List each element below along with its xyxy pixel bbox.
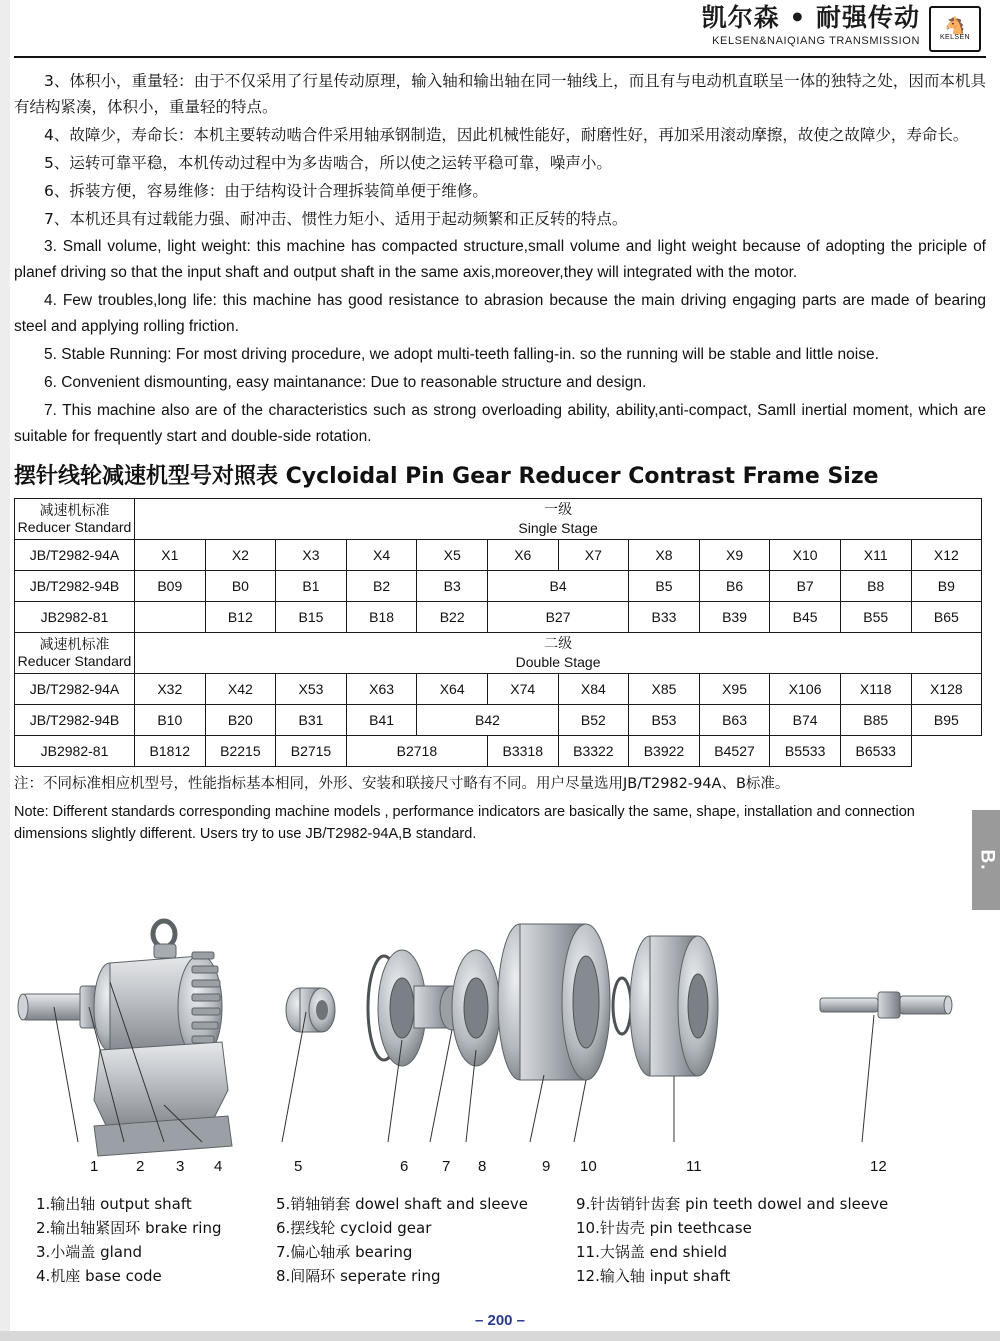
row-standard-label: JB/T2982-94B	[15, 705, 135, 736]
callout-number: 4	[214, 1158, 223, 1175]
table-cell: B63	[699, 705, 770, 736]
cycloid-gear-group	[368, 950, 500, 1066]
table-cell: B18	[346, 602, 417, 633]
table-note-cn: 注：不同标准相应机型号，性能指标基本相同，外形、安装和联接尺寸略有不同。用户尽量选用JB/T2982-94A、B标准。	[14, 776, 790, 792]
table-cell: X5	[417, 540, 488, 571]
paragraph: 6. Convenient dismounting, easy maintanance: Due to reasonable structure and design.	[44, 374, 647, 391]
reducer-exploded-diagram	[14, 890, 986, 1190]
table-cell: B55	[840, 602, 911, 633]
brand-logo	[929, 6, 981, 52]
double-stage-en: Double Stage	[515, 654, 601, 670]
legend-column-1	[36, 1192, 221, 1288]
section-title: 摆针线轮减速机型号对照表 Cycloidal Pin Gear Reducer Contrast Frame Size	[14, 464, 879, 489]
dowel-shaft-sleeve-group	[286, 988, 335, 1032]
callout-number: 8	[478, 1158, 487, 1175]
table-row	[15, 499, 982, 540]
table-cell: B22	[417, 602, 488, 633]
reducer-housing-group	[18, 921, 232, 1156]
paragraph: 7. This machine also are of the characteristics such as strong overloading ability, ability,anti-compact, Samll inertial moment, which are suitable for frequently start and double-side rotation.	[14, 402, 986, 445]
table-cell: B31	[276, 705, 347, 736]
table-cell: X4	[346, 540, 417, 571]
table-cell: B33	[629, 602, 700, 633]
table-cell: B52	[558, 705, 629, 736]
table-cell: B2718	[346, 736, 487, 767]
table-cell: X6	[487, 540, 558, 571]
brand-name-cn: 凯尔森 • 耐强传动	[701, 3, 920, 32]
table-cell: B2	[346, 571, 417, 602]
table-double-stage-header	[135, 633, 982, 674]
paragraph: 5、运转可靠平稳，本机传动过程中为多齿啮合，所以使之运转平稳可靠，噪声小。	[44, 154, 612, 172]
table-cell: X118	[840, 674, 911, 705]
table-header-standard-en: Reducer Standard	[17, 519, 132, 535]
legend-item: 1.输出轴 output shaft	[36, 1195, 192, 1213]
table-cell: B20	[205, 705, 276, 736]
legend-item: 6.摆线轮 cycloid gear	[276, 1219, 432, 1237]
callout-number: 3	[176, 1158, 185, 1175]
table-cell: B12	[205, 602, 276, 633]
table-cell: B4527	[699, 736, 770, 767]
legend-item: 8.间隔环 seperate ring	[276, 1267, 441, 1285]
legend-column-3	[576, 1192, 888, 1288]
double-stage-cn: 二级	[544, 635, 573, 651]
table-header-standard	[15, 499, 135, 540]
callout-number: 9	[542, 1158, 551, 1175]
table-header-standard-cn: 减速机标准	[39, 502, 110, 518]
table-cell: B5	[629, 571, 700, 602]
paragraph: 3. Small volume, light weight: this machine has compacted structure,small volume and light weight because of adopting the priciple of planef driving so that the input shaft and output shaft in the same axis,moreover,they will integrated with the motor.	[14, 238, 986, 281]
single-stage-en: Single Stage	[518, 520, 598, 536]
table-row	[15, 633, 982, 674]
table-header-standard-cn-2: 减速机标准	[39, 636, 110, 652]
table-cell: B15	[276, 602, 347, 633]
table-cell: X9	[699, 540, 770, 571]
table-cell: B09	[135, 571, 206, 602]
legend-column-2	[276, 1192, 528, 1288]
table-row	[15, 602, 982, 633]
brand-logo-label: KELSEN	[939, 34, 971, 41]
table-cell: B2715	[276, 736, 347, 767]
callout-number: 1	[90, 1158, 99, 1175]
table-cell: B39	[699, 602, 770, 633]
paragraph: 5. Stable Running: For most driving procedure, we adopt multi-teeth falling-in. so the running will be stable and little noise.	[44, 346, 879, 363]
reducer-contrast-table	[14, 498, 982, 767]
table-cell: B1	[276, 571, 347, 602]
left-decorative-band	[0, 0, 10, 1341]
table-row	[15, 736, 982, 767]
table-cell: B6533	[840, 736, 911, 767]
legend-item: 2.输出轴紧固环 brake ring	[36, 1219, 222, 1237]
brand-text	[702, 4, 920, 48]
table-cell: B6	[699, 571, 770, 602]
table-cell: X2	[205, 540, 276, 571]
table-cell: B85	[840, 705, 911, 736]
table-cell: B3318	[487, 736, 558, 767]
pin-teeth-case-group	[498, 924, 610, 1080]
paragraph: 4. Few troubles,long life: this machine has good resistance to abrasion because the main driving engaging parts are made of bearing steel and applying rolling friction.	[14, 292, 986, 335]
paragraph: 6、拆装方便，容易维修：由于结构设计合理拆装简单便于维修。	[44, 182, 488, 200]
table-cell: X7	[558, 540, 629, 571]
row-standard-label: JB/T2982-94B	[15, 571, 135, 602]
table-cell: X63	[346, 674, 417, 705]
table-cell: X3	[276, 540, 347, 571]
paragraph: 3、体积小，重量轻：由于不仅采用了行星传动原理，输入轴和输出轴在同一轴线上，而且有与电动机直联呈一体的独特之处，因而本机具有结构紧凑，体积小，重量轻的特点。	[14, 72, 986, 116]
row-standard-label: JB2982-81	[15, 602, 135, 633]
table-cell: X128	[911, 674, 982, 705]
table-cell: X8	[629, 540, 700, 571]
end-shield-group	[613, 936, 718, 1076]
table-cell: B65	[911, 602, 982, 633]
row-standard-label: JB2982-81	[15, 736, 135, 767]
table-cell: B8	[840, 571, 911, 602]
table-cell: B10	[135, 705, 206, 736]
table-row	[15, 571, 982, 602]
table-cell: X95	[699, 674, 770, 705]
table-cell: X32	[135, 674, 206, 705]
legend-item: 9.针齿销针齿套 pin teeth dowel and sleeve	[576, 1195, 889, 1213]
table-cell: X106	[770, 674, 841, 705]
table-cell: B3322	[558, 736, 629, 767]
callout-number: 6	[400, 1158, 409, 1175]
table-cell: B27	[487, 602, 628, 633]
callout-number: 10	[580, 1158, 597, 1175]
legend-item: 10.针齿壳 pin teethcase	[576, 1219, 752, 1237]
header-divider	[14, 56, 986, 58]
row-standard-label: JB/T2982-94A	[15, 674, 135, 705]
callout-number: 7	[442, 1158, 451, 1175]
callout-number: 2	[136, 1158, 145, 1175]
legend-item: 4.机座 base code	[36, 1267, 162, 1285]
legend-item: 5.销轴销套 dowel shaft and sleeve	[276, 1195, 528, 1213]
table-cell: B45	[770, 602, 841, 633]
table-cell: B2215	[205, 736, 276, 767]
table-cell: B4	[487, 571, 628, 602]
legend-item: 11.大锅盖 end shield	[576, 1243, 728, 1261]
legend-item: 12.输入轴 input shaft	[576, 1267, 731, 1285]
table-cell: B74	[770, 705, 841, 736]
page-number: – 200 –	[474, 1312, 526, 1329]
table-cell: X85	[629, 674, 700, 705]
table-single-stage-header	[135, 499, 982, 540]
table-cell: B3922	[629, 736, 700, 767]
input-shaft-group	[820, 992, 952, 1018]
table-cell: X12	[911, 540, 982, 571]
table-header-standard-en-2: Reducer Standard	[17, 653, 132, 669]
legend-item: 3.小端盖 gland	[36, 1243, 142, 1261]
table-row	[15, 674, 982, 705]
page-header	[0, 0, 1000, 56]
callout-number: 11	[686, 1158, 702, 1175]
table-cell: X42	[205, 674, 276, 705]
table-cell: X74	[487, 674, 558, 705]
brand-block	[560, 4, 980, 54]
table-row	[15, 540, 982, 571]
main-content	[14, 68, 986, 845]
callout-number: 5	[294, 1158, 303, 1175]
table-header-standard-2	[15, 633, 135, 674]
side-tab-label: B.	[976, 849, 997, 871]
paragraph: 7、本机还具有过载能力强、耐冲击、惯性力矩小、适用于起动频繁和正反转的特点。	[44, 210, 628, 228]
table-cell: B5533	[770, 736, 841, 767]
table-cell: B41	[346, 705, 417, 736]
table-cell: B9	[911, 571, 982, 602]
table-cell: B95	[911, 705, 982, 736]
paragraph: 4、故障少，寿命长：本机主要转动啮合件采用轴承钢制造，因此机械性能好，耐磨性好，再加采用滚动摩擦，故使之故障少，寿命长。	[44, 126, 969, 144]
table-cell	[135, 602, 206, 633]
figure-callout-numbers	[14, 1158, 986, 1180]
table-row	[15, 705, 982, 736]
table-cell: B7	[770, 571, 841, 602]
table-cell: X64	[417, 674, 488, 705]
table-cell: B1812	[135, 736, 206, 767]
table-cell: B42	[417, 705, 558, 736]
table-cell: X11	[840, 540, 911, 571]
table-cell: B53	[629, 705, 700, 736]
exploded-view-figure	[14, 890, 986, 1190]
horse-icon: 🐴	[944, 16, 966, 35]
bottom-decorative-band	[0, 1331, 1000, 1341]
table-cell: B0	[205, 571, 276, 602]
table-cell: X53	[276, 674, 347, 705]
table-cell: X1	[135, 540, 206, 571]
legend-item: 7.偏心轴承 bearing	[276, 1243, 413, 1261]
row-standard-label: JB/T2982-94A	[15, 540, 135, 571]
table-note-en: Note: Different standards corresponding machine models , performance indicators are basically the same, shape, installation and connection dimensions slightly different. Users try to use JB/T2982-94A,B standard.	[14, 804, 915, 842]
table-cell: X84	[558, 674, 629, 705]
single-stage-cn: 一级	[544, 501, 573, 517]
table-cell: B3	[417, 571, 488, 602]
table-cell: X10	[770, 540, 841, 571]
brand-name-en: KELSEN&NAIQIANG TRANSMISSION	[712, 35, 920, 47]
callout-number: 12	[870, 1158, 887, 1175]
